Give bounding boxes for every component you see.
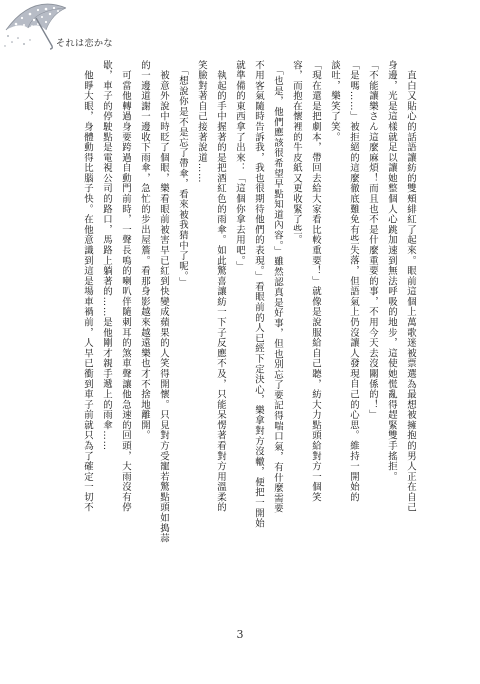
header-title: それは恋かな: [56, 39, 114, 49]
text-column: 他睜大眼，身體動得比腦子快。在他意識到這是場車禍前，人早已衝到車子前就只為了確定一切不: [82, 60, 93, 513]
text-column: 不用客氣隨時告訴我，我也很期待他們的表現。」看眼前的人已經下定決心，樂拿對方沒轍，便把一開始: [253, 60, 264, 529]
text-column: 「是嗎……」被拒絕的這麼徹底難免有些失落，但語氣上仍沒讓人發現自己的心思。維持一開始的: [348, 60, 359, 503]
text-column: 談吐，樂笑了笑。: [329, 60, 340, 143]
text-column: 「現在還是把劇本，帶回去給大家看比較重要！」就像是說服給自己聽，紡大力點頭給對方一個笑: [310, 60, 321, 503]
text-column: 就準備的東西拿了出來：「這個你拿去用吧。」: [234, 60, 245, 272]
text-column: 笑臉對著自己接著說道……: [196, 60, 207, 184]
text-column: 執起的手中握著的是把酒紅色的雨傘。如此驚喜讓紡一下子反應不及，只能呆愣著看對方用溫柔的: [215, 60, 226, 513]
text-column: 直白又貼心的話語讓紡的雙頰緋紅了起來。眼前這個上萬歌迷被票選為最想被擁抱的男人正在自己: [405, 60, 416, 513]
body-text: [0, 60, 480, 600]
text-column: 被意外說中時眨了個眼，樂看眼前被害早已紅到快變成蘋果的人笑得開懷。只見對方受寵若驚點頭如搗蒜: [158, 60, 169, 544]
text-column: 「想說你是不是忘了帶傘，看來被我猜中了呢。」: [177, 60, 188, 288]
text-column: 身邊，光是這樣就足以讓她整個人心跳加速到無法呼吸的地步，這使她慌亂得趕緊雙手搖拒。: [386, 60, 397, 482]
text-column: 歇，車子的停駛點是電視公司的路口，馬路上躺著的……是他剛才親手遞上的雨傘……: [101, 60, 112, 451]
text-column: 「不能讓樂さん這麼麻煩！而且也不是什麼重要的事，不用今天去沒關係的！」: [367, 60, 378, 421]
text-column: 可當他轉過身要跨過自動門前時，一聲長嗚的喇叭伴隨刺耳的煞車聲讓他急速的回頭，大雨沒有停: [120, 60, 131, 513]
page-number: 3: [236, 628, 244, 641]
text-column: 容，而抱在懷裡的牛皮紙又更收緊了些。: [291, 60, 302, 246]
text-column: 「也是，他們應該很希望早點知道內容。」雖然認真是好事，但也別忘了要記得喘口氣，有什麼需要: [272, 60, 283, 514]
text-column: 的一邊道謝一邊收下雨傘，急忙的步出屋簷。看那身影越來越遠樂也才不捨地離開。: [139, 60, 150, 441]
